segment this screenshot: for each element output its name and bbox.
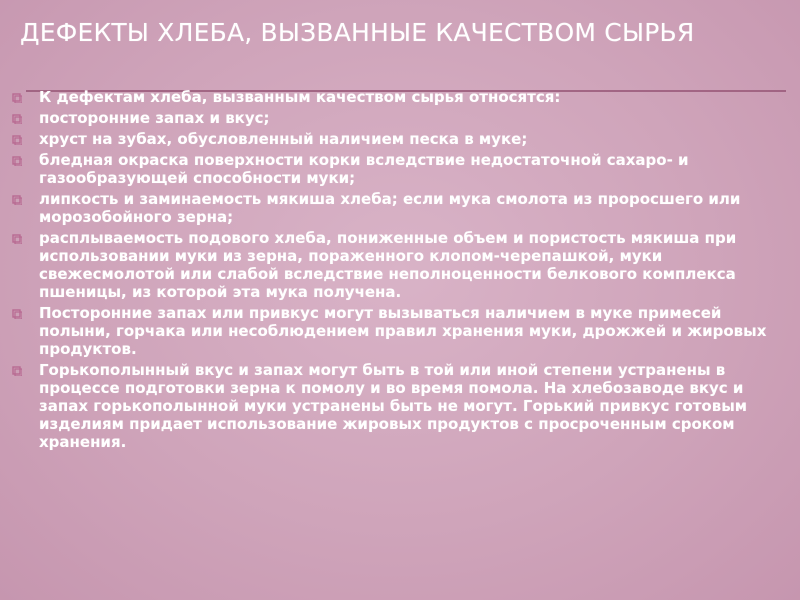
hollow-square-bullet-icon [12, 234, 22, 244]
bullet-text: Посторонние запах или привкус могут вызываться наличием в муке примесей полыни, горчака или несоблюдением правил хранения муки, дрожжей и жировых продуктов. [39, 304, 767, 358]
bullet-text: хруст на зубах, обусловленный наличием песка в муке; [39, 130, 528, 148]
bullet-item [12, 229, 782, 301]
hollow-square-bullet-icon [12, 156, 22, 166]
slide-title: ДЕФЕКТЫ ХЛЕБА, ВЫЗВАННЫЕ КАЧЕСТВОМ СЫРЬЯ [20, 18, 695, 47]
bullet-item [12, 190, 782, 226]
hollow-square-bullet-icon [12, 114, 22, 124]
bullet-text: К дефектам хлеба, вызванным качеством сырья относятся: [39, 88, 561, 106]
hollow-square-bullet-icon [12, 366, 22, 376]
bullet-item [12, 304, 782, 358]
bullet-item [12, 151, 782, 187]
bullet-item [12, 130, 782, 148]
hollow-square-bullet-icon [12, 93, 22, 103]
bullet-list [12, 88, 782, 454]
hollow-square-bullet-icon [12, 195, 22, 205]
hollow-square-bullet-icon [12, 135, 22, 145]
hollow-square-bullet-icon [12, 309, 22, 319]
bullet-item [12, 361, 782, 451]
bullet-text: бледная окраска поверхности корки вследствие недостаточной сахаро- и газообразующей способности муки; [39, 151, 689, 187]
bullet-item [12, 88, 782, 106]
bullet-text: Горькополынный вкус и запах могут быть в той или иной степени устранены в процессе подготовки зерна к помолу и во время помола. На хлебозаводе вкус и запах горькополынной муки устранены быть не могут. Горький привкус готовым изделиям придает использование жировых продуктов с просроченным сроком хранения. [39, 361, 748, 451]
bullet-text: посторонние запах и вкус; [39, 109, 270, 127]
bullet-text: липкость и заминаемость мякиша хлеба; если мука смолота из проросшего или морозобойного зерна; [39, 190, 741, 226]
bullet-item [12, 109, 782, 127]
bullet-text: расплываемость подового хлеба, пониженные объем и пористость мякиша при использовании муки из зерна, пораженного клопом-черепашкой, муки свежесмолотой или слабой вследствие неполноценности белкового комплекса пшеницы, из которой эта мука получена. [39, 229, 737, 301]
